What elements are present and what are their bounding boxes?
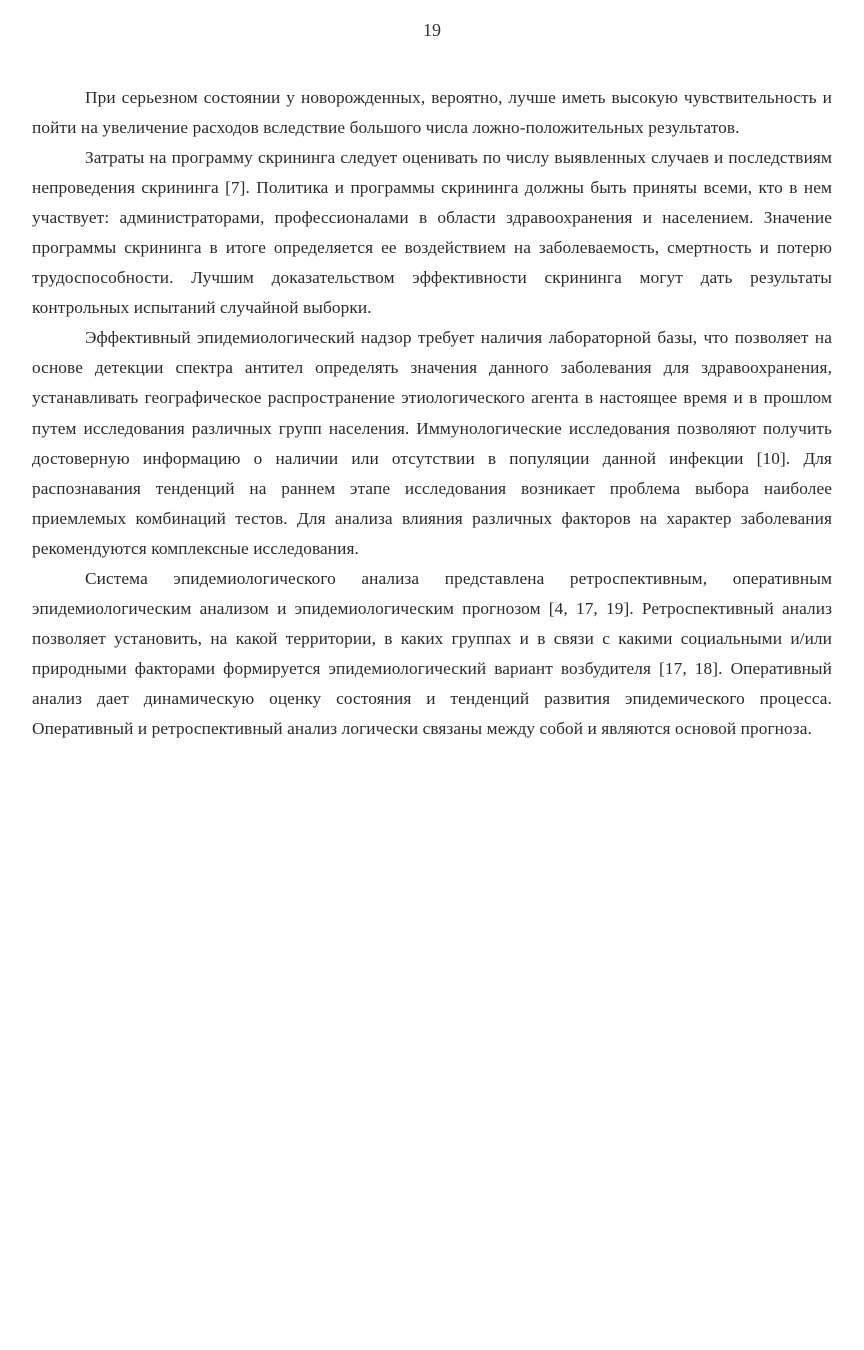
paragraph-screening-costs: Затраты на программу скрининга следует оценивать по числу выявленных случаев и последствиям непроведения скрининга [7]. Политика и программы скрининга должны быть приняты всеми, кто в нем участвует: администраторами, профессионалами в области здравоохранения и населением. Значение программы скрининга в итоге определяется ее воздействием на заболеваемость, смертность и потерю трудоспособности. Лучшим доказательством эффективности скрининга могут дать результаты контрольных испытаний случайной выборки. <box>32 148 832 318</box>
paragraph-screening-newborns: При серьезном состоянии у новорожденных, вероятно, лучше иметь высокую чувствительность и пойти на увеличение расходов вследствие большого числа ложно-положительных результатов. <box>32 88 832 138</box>
body-text <box>32 83 832 744</box>
paragraph-epidemiological-surveillance: Эффективный эпидемиологический надзор требует наличия лабораторной базы, что позволяет на основе детекции спектра антител определять значения данного заболевания для здравоохранения, устанавливать географическое распространение этиологического агента в настоящее время и в прошлом путем исследования различных групп населения. Иммунологические исследования позволяют получить достоверную информацию о наличии или отсутствии в популяции данной инфекции [10]. Для распознавания тенденций на раннем этапе исследования возникает проблема выбора наиболее приемлемых комбинаций тестов. Для анализа влияния различных факторов на характер заболевания рекомендуются комплексные исследования. <box>32 328 832 558</box>
page-number: 19 <box>423 20 441 40</box>
paragraph-epidemiological-analysis: Система эпидемиологического анализа представлена ретроспективным, оперативным эпидемиологическим анализом и эпидемиологическим прогнозом [4, 17, 19]. Ретроспективный анализ позволяет установить, на какой территории, в каких группах и в связи с какими социальными и/или природными факторами формируется эпидемиологический вариант возбудителя [17, 18]. Оперативный анализ дает динамическую оценку состояния и тенденций развития эпидемического процесса. Оперативный и ретроспективный анализ логически связаны между собой и являются основой прогноза. <box>32 568 832 738</box>
